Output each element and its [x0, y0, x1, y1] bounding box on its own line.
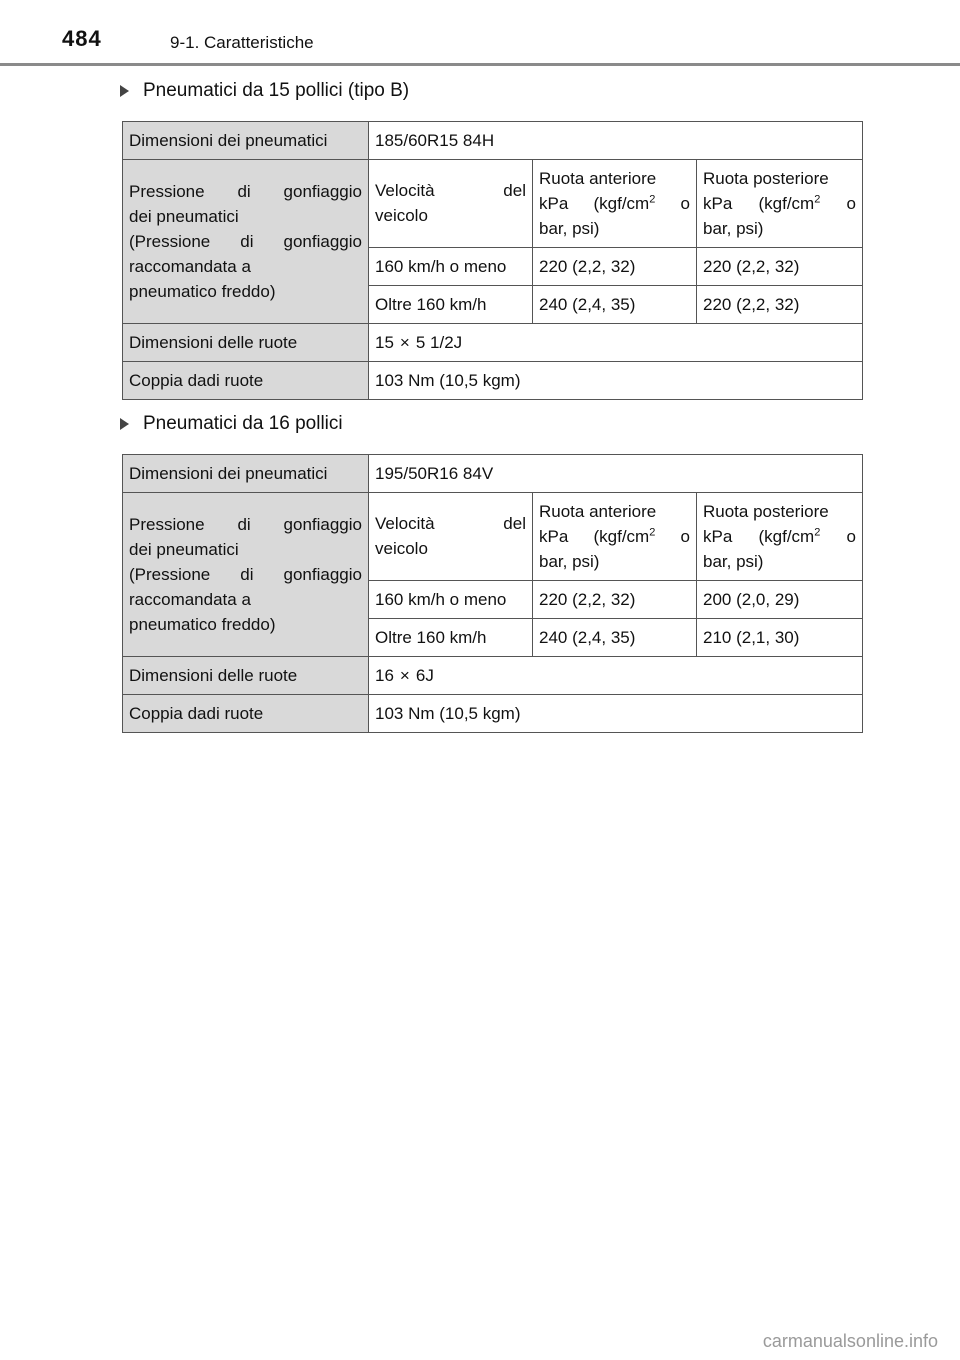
rear-pressure-cell: 220 (2,2, 32): [697, 248, 863, 286]
front-header-unit: [539, 191, 690, 216]
header-rule: [0, 63, 960, 66]
unit-text: o: [820, 527, 856, 546]
front-pressure-cell: 240 (2,4, 35): [533, 286, 697, 324]
wheel-size-part: 6J: [415, 666, 434, 685]
rear-wheel-header: [697, 493, 863, 581]
front-header-line: bar, psi): [539, 552, 600, 571]
table-row: [123, 122, 863, 160]
tire-size-label: Dimensioni dei pneumatici: [123, 455, 369, 493]
rear-header-unit: [703, 524, 856, 549]
rear-header-unit: [703, 191, 856, 216]
triangle-bullet-icon: [120, 85, 129, 97]
torque-value: 103 Nm (10,5 kgm): [369, 362, 863, 400]
speed-cell: 160 km/h o meno: [369, 581, 533, 619]
rear-pressure-cell: 200 (2,0, 29): [697, 581, 863, 619]
section-heading-text: Pneumatici da 16 pollici: [143, 413, 343, 434]
pressure-label-line: dei pneumatici: [129, 207, 239, 226]
speed-header-line: Velocità del: [375, 514, 526, 533]
unit-text: kPa (kgf/cm: [539, 194, 650, 213]
wheel-size-part: 15: [375, 333, 394, 352]
pressure-label-line: dei pneumatici: [129, 540, 239, 559]
torque-label: Coppia dadi ruote: [123, 362, 369, 400]
front-header-line: Ruota anteriore: [539, 502, 657, 521]
table-row: [123, 493, 863, 581]
unit-text: o: [820, 194, 856, 213]
unit-text: kPa (kgf/cm: [703, 527, 815, 546]
tire-size-value: 185/60R15 84H: [369, 122, 863, 160]
front-wheel-header: [533, 160, 697, 248]
speed-cell: Oltre 160 km/h: [369, 286, 533, 324]
rear-pressure-cell: 210 (2,1, 30): [697, 619, 863, 657]
rear-header-line: bar, psi): [703, 219, 764, 238]
pressure-label-line: raccomandata a: [129, 590, 251, 609]
unit-text: o: [655, 527, 690, 546]
watermark: carmanualsonline.info: [762, 1331, 938, 1351]
pressure-label-line: Pressione di gonfiaggio: [129, 182, 362, 201]
wheel-size-part: 16: [375, 666, 394, 685]
front-header-line: bar, psi): [539, 219, 600, 238]
torque-value: 103 Nm (10,5 kgm): [369, 695, 863, 733]
rear-header-line: Ruota posteriore: [703, 169, 829, 188]
speed-header-line: Velocità del: [375, 181, 526, 200]
tire-size-value: 195/50R16 84V: [369, 455, 863, 493]
rear-header-line: bar, psi): [703, 552, 764, 571]
front-header-unit: [539, 524, 690, 549]
table-row: [123, 160, 863, 248]
superscript: 2: [649, 526, 656, 539]
pressure-label-line: pneumatico freddo): [129, 615, 276, 634]
superscript: 2: [649, 193, 656, 206]
wheel-size-value: [369, 324, 863, 362]
section-title: 9-1. Caratteristiche: [170, 33, 314, 52]
rear-wheel-header: [697, 160, 863, 248]
speed-header-line: veicolo: [375, 539, 428, 558]
front-header-line: Ruota anteriore: [539, 169, 657, 188]
triangle-bullet-icon: [120, 418, 129, 430]
unit-text: kPa (kgf/cm: [539, 527, 650, 546]
speed-header: [369, 160, 533, 248]
superscript: 2: [814, 526, 821, 539]
tire-size-label: Dimensioni dei pneumatici: [123, 122, 369, 160]
pressure-label-line: Pressione di gonfiaggio: [129, 515, 362, 534]
table-row: [123, 455, 863, 493]
front-pressure-cell: 240 (2,4, 35): [533, 619, 697, 657]
pressure-label-line: (Pressione di gonfiaggio: [129, 565, 362, 584]
wheel-size-label: Dimensioni delle ruote: [123, 657, 369, 695]
speed-header: [369, 493, 533, 581]
section-heading-16-inch: [120, 413, 343, 435]
section-heading-text: Pneumatici da 15 pollici (tipo B): [143, 80, 410, 101]
unit-text: kPa (kgf/cm: [703, 194, 815, 213]
table-row: [123, 362, 863, 400]
pressure-label-line: raccomandata a: [129, 257, 251, 276]
speed-cell: 160 km/h o meno: [369, 248, 533, 286]
wheel-size-part: 5 1/2J: [415, 333, 463, 352]
speed-cell: Oltre 160 km/h: [369, 619, 533, 657]
table-row: [123, 657, 863, 695]
page-number: 484: [62, 26, 102, 51]
unit-text: o: [655, 194, 690, 213]
tire-spec-table-15-inch: [122, 121, 863, 400]
table-row: [123, 695, 863, 733]
tire-spec-table-16-inch: [122, 454, 863, 733]
table-row: [123, 324, 863, 362]
times-sign: ×: [399, 333, 410, 352]
pressure-label-line: (Pressione di gonfiaggio: [129, 232, 362, 251]
speed-header-line: veicolo: [375, 206, 428, 225]
pressure-label: [123, 493, 369, 657]
torque-label: Coppia dadi ruote: [123, 695, 369, 733]
pressure-label: [123, 160, 369, 324]
rear-pressure-cell: 220 (2,2, 32): [697, 286, 863, 324]
wheel-size-value: [369, 657, 863, 695]
front-pressure-cell: 220 (2,2, 32): [533, 581, 697, 619]
rear-header-line: Ruota posteriore: [703, 502, 829, 521]
pressure-label-line: pneumatico freddo): [129, 282, 276, 301]
wheel-size-label: Dimensioni delle ruote: [123, 324, 369, 362]
times-sign: ×: [399, 666, 410, 685]
superscript: 2: [814, 193, 821, 206]
front-pressure-cell: 220 (2,2, 32): [533, 248, 697, 286]
page-header: [0, 0, 960, 68]
section-heading-15-inch: [120, 80, 409, 102]
front-wheel-header: [533, 493, 697, 581]
